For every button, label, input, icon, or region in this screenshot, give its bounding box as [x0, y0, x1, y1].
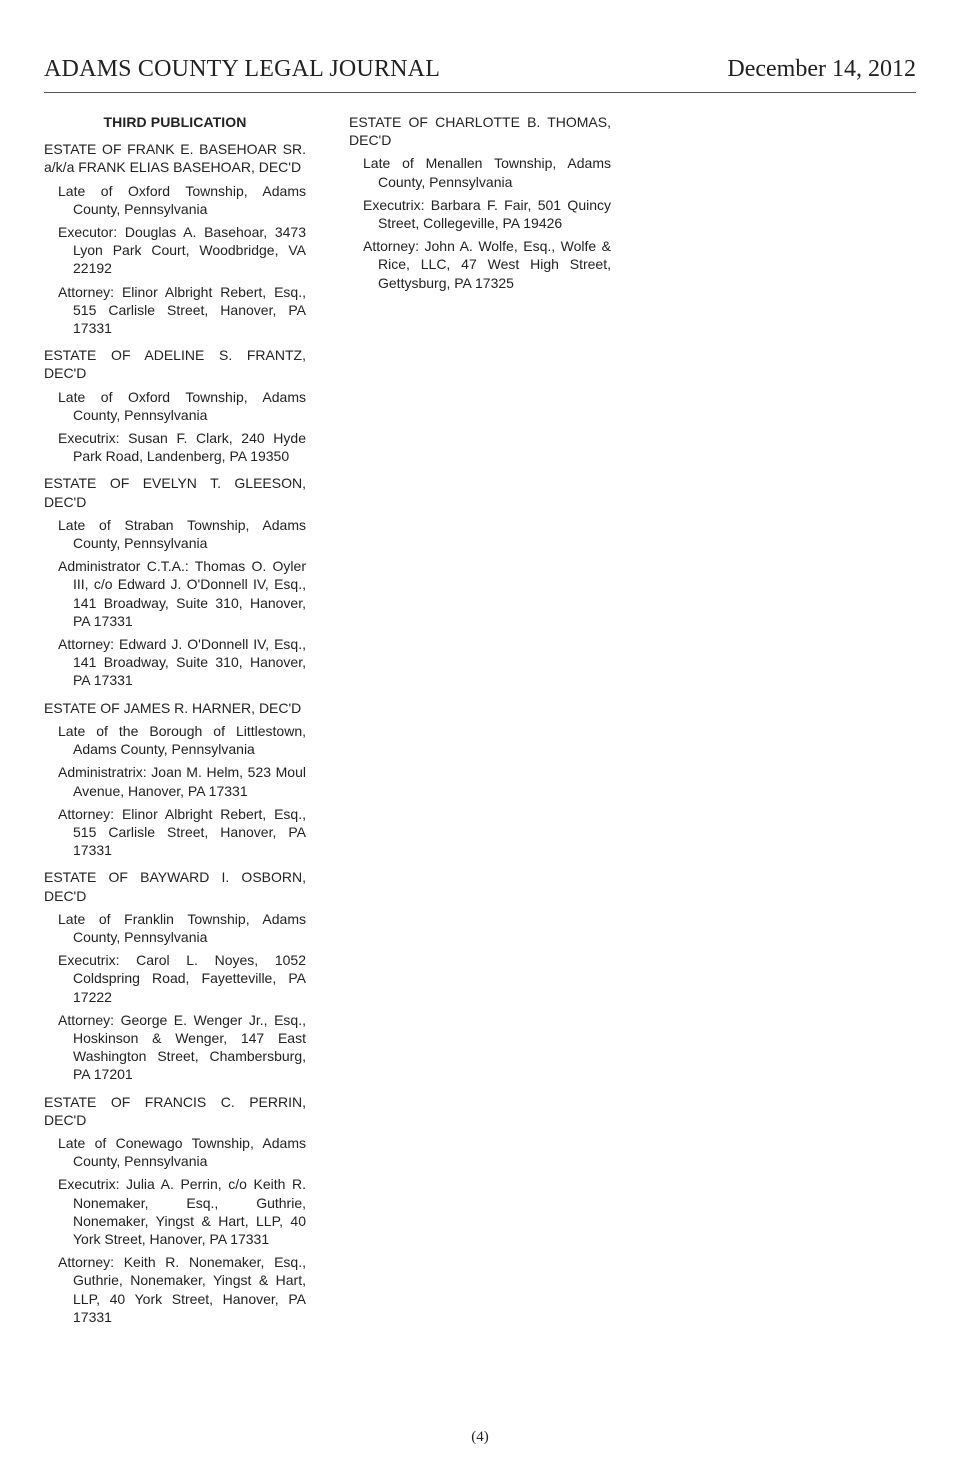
estate-detail: Executrix: Julia A. Perrin, c/o Keith R. Nonemaker, Esq., Guthrie, Nonemaker, Yingst & Hart, LLP, 40 York Street, Hanover, PA 17331 — [58, 1176, 306, 1247]
issue-date: December 14, 2012 — [727, 56, 916, 82]
estate-notice — [44, 474, 306, 689]
estate-detail: Late of Menallen Township, Adams County, Pennsylvania — [363, 155, 611, 190]
estate-detail: Attorney: George E. Wenger Jr., Esq., Hoskinson & Wenger, 147 East Washington Street, Chambersburg, PA 17201 — [58, 1011, 306, 1083]
estate-detail: Late of Straban Township, Adams County, Pennsylvania — [58, 516, 306, 552]
estate-notice — [349, 113, 611, 292]
estate-detail: Late of Oxford Township, Adams County, Pennsylvania — [58, 388, 306, 423]
estate-notice — [44, 868, 306, 1083]
left-column — [44, 113, 306, 1335]
estate-notice — [44, 699, 306, 860]
estate-detail: Executor: Douglas A. Basehoar, 3473 Lyon Park Court, Woodbridge, VA 22192 — [58, 224, 306, 277]
estate-detail: Late of Franklin Township, Adams County, Pennsylvania — [58, 910, 306, 945]
estate-detail: Executrix: Carol L. Noyes, 1052 Coldspring Road, Fayetteville, PA 17222 — [58, 952, 306, 1005]
estate-detail: Executrix: Susan F. Clark, 240 Hyde Park Road, Landenberg, PA 19350 — [58, 430, 306, 465]
estate-detail: Late of Conewago Township, Adams County, Pennsylvania — [58, 1134, 306, 1170]
estate-name: ESTATE OF BAYWARD I. OSBORN, DEC'D — [44, 869, 306, 904]
right-estate-list — [349, 113, 611, 292]
journal-title: ADAMS COUNTY LEGAL JOURNAL — [44, 56, 441, 82]
estate-name: ESTATE OF JAMES R. HARNER, DEC'D — [44, 699, 302, 716]
estate-name: ESTATE OF EVELYN T. GLEESON, DEC'D — [44, 475, 306, 510]
estate-notice — [44, 346, 306, 465]
estate-notice — [44, 140, 306, 337]
left-estate-list — [44, 140, 306, 1326]
estate-detail: Executrix: Barbara F. Fair, 501 Quincy Street, Collegeville, PA 19426 — [363, 196, 611, 232]
estate-name: ESTATE OF FRANCIS C. PERRIN, DEC'D — [44, 1093, 306, 1128]
right-column — [349, 113, 611, 301]
estate-detail: Attorney: John A. Wolfe, Esq., Wolfe & Rice, LLC, 47 West High Street, Gettysburg, PA 17325 — [363, 238, 611, 291]
estate-detail: Attorney: Elinor Albright Rebert, Esq., 515 Carlisle Street, Hanover, PA 17331 — [58, 805, 306, 859]
estate-name: ESTATE OF CHARLOTTE B. THOMAS, DEC'D — [349, 114, 611, 149]
estate-name: ESTATE OF ADELINE S. FRANTZ, DEC'D — [44, 347, 306, 382]
estate-notice — [44, 1093, 306, 1326]
estate-detail: Late of the Borough of Littlestown, Adams County, Pennsylvania — [58, 722, 306, 758]
page-number: (4) — [471, 1429, 489, 1445]
estate-detail: Administratrix: Joan M. Helm, 523 Moul Avenue, Hanover, PA 17331 — [58, 764, 306, 799]
estate-detail: Administrator C.T.A.: Thomas O. Oyler III, c/o Edward J. O'Donnell IV, Esq., 141 Broadway, Suite 310, Hanover, PA 17331 — [58, 558, 306, 629]
estate-detail: Attorney: Keith R. Nonemaker, Esq., Guthrie, Nonemaker, Yingst & Hart, LLP, 40 York Street, Hanover, PA 17331 — [58, 1254, 306, 1325]
estate-name: ESTATE OF FRANK E. BASEHOAR SR. a/k/a FRANK ELIAS BASEHOAR, DEC'D — [44, 141, 306, 176]
section-heading: THIRD PUBLICATION — [103, 114, 247, 130]
estate-detail: Attorney: Elinor Albright Rebert, Esq., 515 Carlisle Street, Hanover, PA 17331 — [58, 283, 306, 337]
page-header — [44, 56, 916, 93]
estate-detail: Late of Oxford Township, Adams County, Pennsylvania — [58, 182, 306, 217]
estate-detail: Attorney: Edward J. O'Donnell IV, Esq., 141 Broadway, Suite 310, Hanover, PA 17331 — [58, 636, 306, 689]
